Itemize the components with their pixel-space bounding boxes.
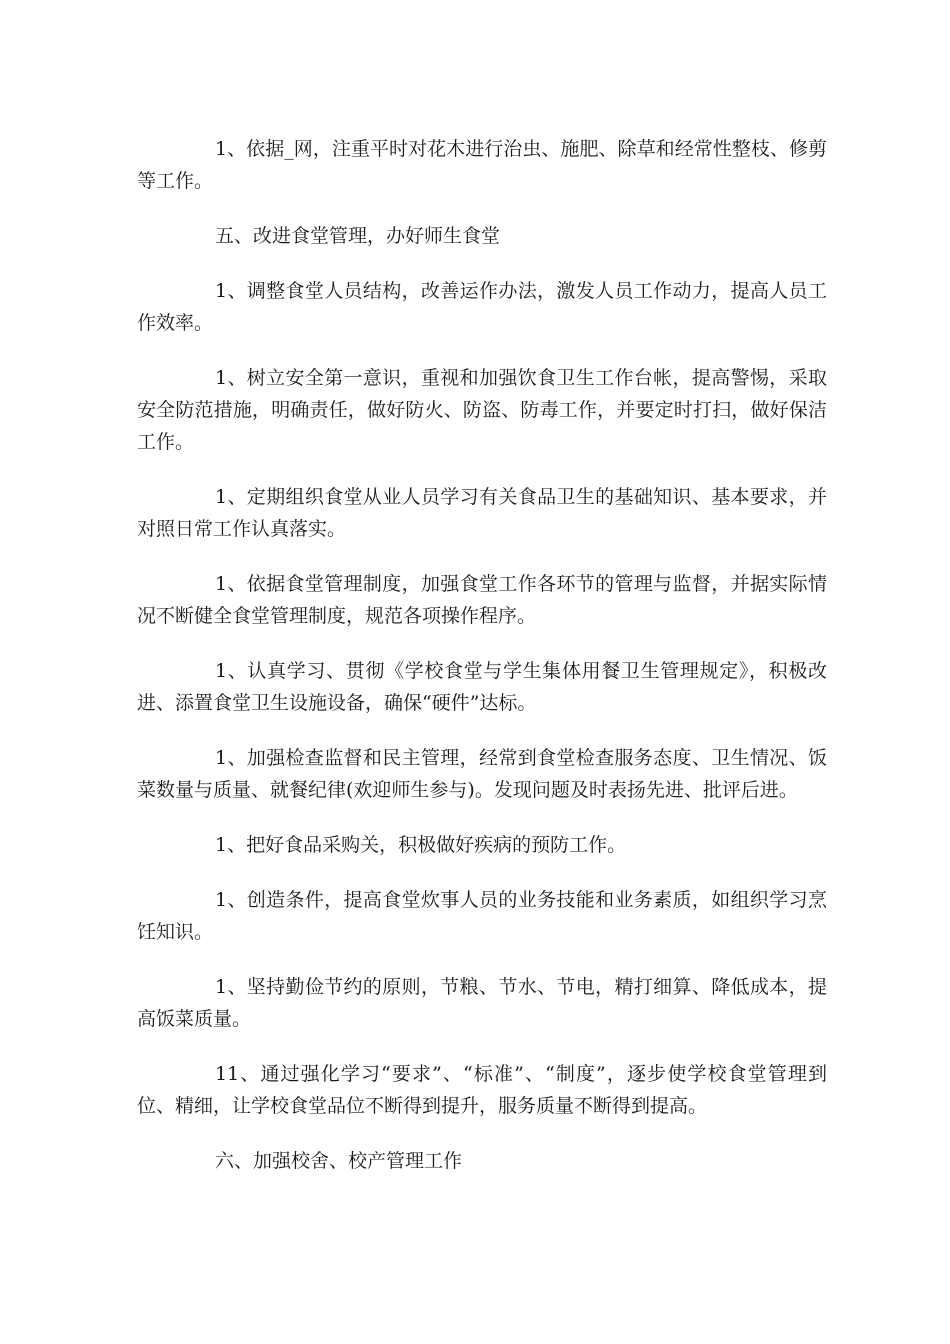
paragraph-standards: 11、通过强化学习“要求”、“标准”、“制度”，逐步使学校食堂管理到位、精细，让学校食堂品位不断得到提升，服务质量不断得到提高。	[137, 1063, 827, 1117]
paragraph-management-system: 1、依据食堂管理制度，加强食堂工作各环节的管理与监督，并据实际情况不断健全食堂管理制度，规范各项操作程序。	[137, 573, 827, 627]
section-heading-buildings: 六、加强校舍、校产管理工作	[215, 1150, 463, 1172]
paragraph-thrift: 1、坚持勤俭节约的原则，节粮、节水、节电，精打细算、降低成本，提高饭菜质量。	[137, 976, 827, 1030]
paragraph-safety-awareness: 1、树立安全第一意识，重视和加强饮食卫生工作台帐，提高警惕，采取安全防范措施，明确责任，做好防火、防盗、防毒工作，并要定时打扫，做好保洁工作。	[137, 367, 827, 453]
document-page	[137, 133, 827, 1200]
paragraph-skills: 1、创造条件，提高食堂炊事人员的业务技能和业务素质，如组织学习烹饪知识。	[137, 889, 827, 943]
paragraph-training: 1、定期组织食堂从业人员学习有关食品卫生的基础知识、基本要求，并对照日常工作认真落实。	[137, 486, 827, 540]
paragraph-garden-maintenance: 1、依据_网，注重平时对花木进行治虫、施肥、除草和经常性整枝、修剪等工作。	[137, 138, 827, 192]
section-heading-canteen: 五、改进食堂管理，办好师生食堂	[215, 225, 501, 247]
paragraph-purchasing: 1、把好食品采购关，积极做好疾病的预防工作。	[215, 834, 627, 856]
paragraph-staff-structure: 1、调整食堂人员结构，改善运作办法，激发人员工作动力，提高人员工作效率。	[137, 280, 827, 334]
paragraph-regulations: 1、认真学习、贯彻《学校食堂与学生集体用餐卫生管理规定》，积极改进、添置食堂卫生设施设备，确保“硬件”达标。	[137, 660, 827, 714]
paragraph-supervision: 1、加强检查监督和民主管理，经常到食堂检查服务态度、卫生情况、饭菜数量与质量、就餐纪律(欢迎师生参与)。发现问题及时表扬先进、批评后进。	[137, 747, 827, 801]
